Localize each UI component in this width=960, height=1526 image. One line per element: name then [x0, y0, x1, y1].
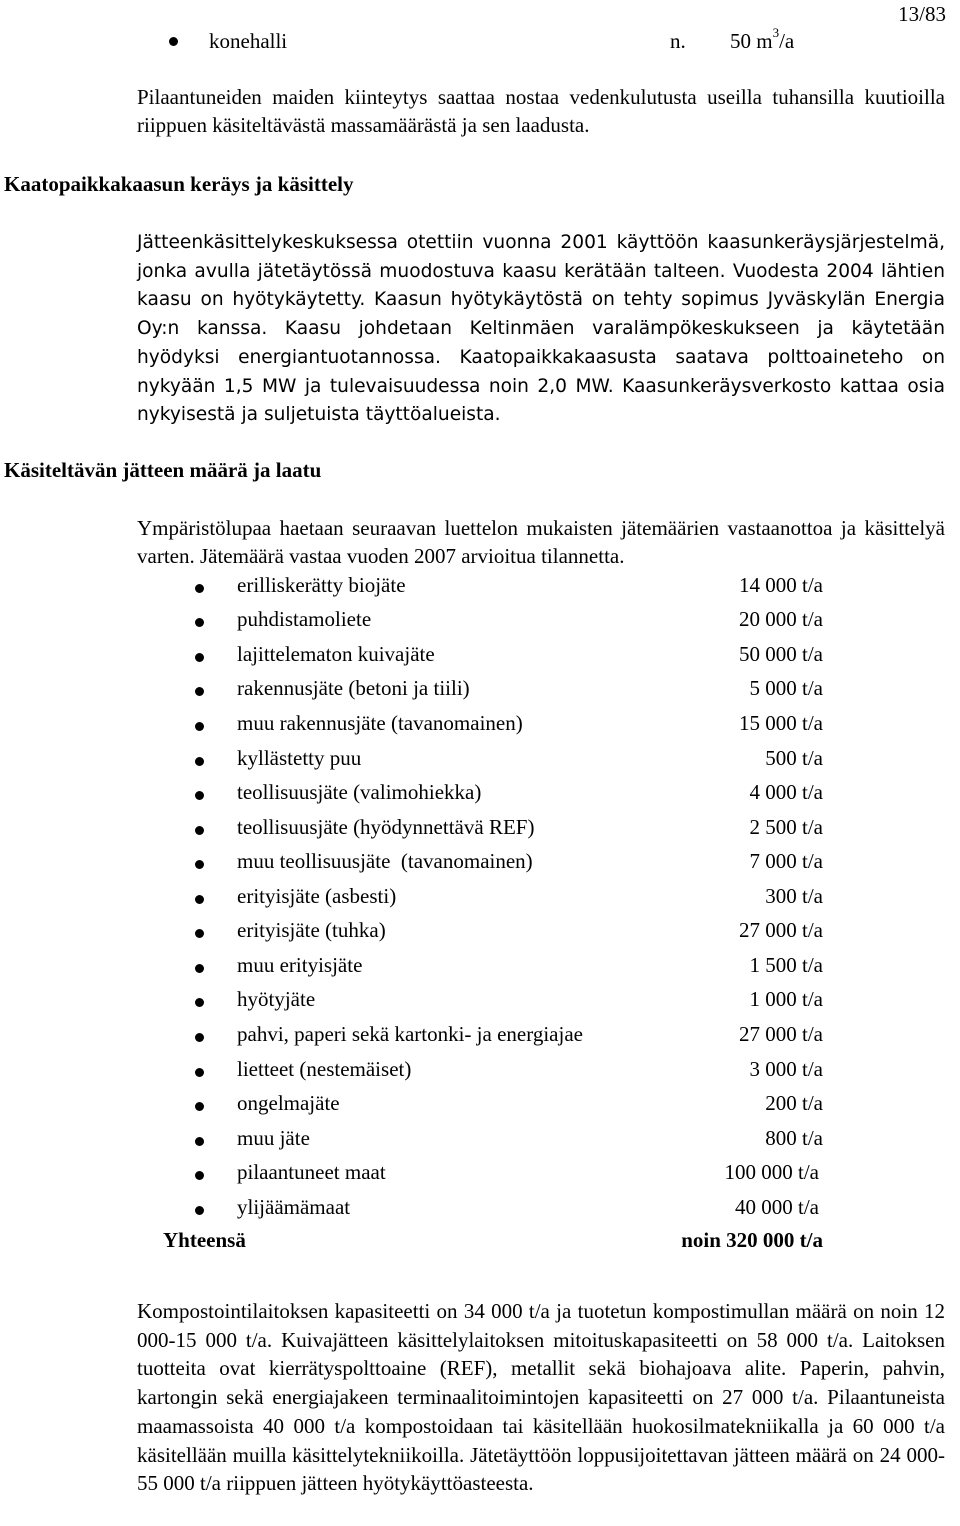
bullet-icon	[169, 37, 178, 46]
waste-amount: 40 000 t/a	[735, 1195, 819, 1219]
list-item	[0, 987, 960, 1017]
list-item	[0, 884, 960, 914]
waste-type: muu erityisjäte	[237, 953, 363, 977]
bullet-icon	[195, 1102, 204, 1111]
list-item	[0, 1195, 960, 1225]
bullet-icon	[195, 1137, 204, 1146]
list-item	[0, 607, 960, 637]
list-item	[0, 849, 960, 879]
list-item	[0, 918, 960, 948]
waste-type: erityisjäte (asbesti)	[237, 884, 397, 908]
list-item	[0, 780, 960, 810]
waste-type: pahvi, paperi sekä kartonki- ja energiajae	[237, 1022, 583, 1046]
list-item	[0, 642, 960, 672]
top-item-number: 50 m	[730, 29, 773, 53]
total-value: noin 320 000 t/a	[681, 1228, 823, 1252]
bullet-icon	[195, 757, 204, 766]
waste-type: ongelmajäte	[237, 1091, 340, 1115]
closing-paragraph: Kompostointilaitoksen kapasiteetti on 34 000 t/a ja tuotetun kompostimullan määrä on noin 12 000-15 000 t/a. Kuivajätteen käsittelylaitoksen mitoituskapasiteetti on 58 000 t/a. Laitoksen tuotteita ovat kierrätyspolttoaine (REF), metallit sekä biohajoava alite. Paperin, pahvin, kartongin sekä energiajakeen terminaalitoimintojen kapasiteetti on 27 000 t/a. Pilaantuneista maamassoista 40 000 t/a kompostoidaan tai käsitellään huokosilmatekniikalla ja 60 000 t/a käsitellään muilla käsittelytekniikoilla. Jätetäyttöön loppusijoitettavan jätteen määrä on 24 000-55 000 t/a riippuen jätteen hyötykäyttöasteesta.	[137, 1299, 945, 1496]
list-item	[0, 1126, 960, 1156]
bullet-icon	[195, 998, 204, 1007]
waste-amount: 14 000 t/a	[739, 573, 823, 597]
waste-amount: 20 000 t/a	[739, 607, 823, 631]
waste-type: hyötyjäte	[237, 987, 316, 1011]
list-item	[0, 711, 960, 741]
waste-amount: 3 000 t/a	[749, 1057, 823, 1081]
bullet-icon	[195, 722, 204, 731]
section1-heading: Kaatopaikkakaasun keräys ja käsittely	[4, 172, 354, 196]
total-label: Yhteensä	[163, 1228, 246, 1252]
waste-amount: 27 000 t/a	[739, 918, 823, 942]
waste-amount: 800 t/a	[765, 1126, 823, 1150]
waste-type: erityisjäte (tuhka)	[237, 918, 386, 942]
waste-amount: 50 000 t/a	[739, 642, 823, 666]
waste-amount: 4 000 t/a	[749, 780, 823, 804]
bullet-icon	[195, 653, 204, 662]
waste-type: kyllästetty puu	[237, 746, 362, 770]
list-item	[0, 815, 960, 845]
waste-amount: 500 t/a	[765, 746, 823, 770]
waste-type: muu rakennusjäte (tavanomainen)	[237, 711, 523, 735]
page-number: 13/83	[898, 2, 946, 26]
waste-type: muu teollisuusjäte (tavanomainen)	[237, 849, 533, 873]
waste-amount: 15 000 t/a	[739, 711, 823, 735]
waste-amount: 200 t/a	[765, 1091, 823, 1115]
waste-type: pilaantuneet maat	[237, 1160, 386, 1184]
section2-heading: Käsiteltävän jätteen määrä ja laatu	[4, 458, 322, 482]
waste-amount: 7 000 t/a	[749, 849, 823, 873]
waste-type: muu jäte	[237, 1126, 310, 1150]
list-item	[0, 1057, 960, 1087]
waste-type: erilliskerätty biojäte	[237, 573, 406, 597]
top-item-suffix: /a	[779, 29, 795, 53]
top-item-prefix: n.	[670, 29, 686, 53]
section2-paragraph: Ympäristölupaa haetaan seuraavan luettelon mukaisten jätemäärien vastaanottoa ja käsittelyä varten. Jätemäärä vastaa vuoden 2007 arvioitua tilannetta.	[137, 516, 945, 568]
list-item	[0, 573, 960, 603]
section1-paragraph: Jätteenkäsittelykeskuksessa otettiin vuonna 2001 käyttöön kaasunkeräysjärjestelmä, jonka avulla jätetäytössä muodostuva kaasu kerätään talteen. Vuodesta 2004 lähtien kaasu on hyötykäytetty. Kaasun hyötykäytöstä on tehty sopimus Jyväskylän Energia Oy:n kanssa. Kaasu johdetaan Keltinmäen varalämpökeskukseen ja käytetään hyödyksi energiantuotannossa. Kaatopaikkakaasusta saatava polttoaineteho on nykyään 1,5 MW ja tulevaisuudessa noin 2,0 MW. Kaasunkeräysverkosto kattaa osia nykyisestä ja suljetuista täyttöalueista.	[137, 232, 945, 426]
waste-amount: 100 000 t/a	[724, 1160, 819, 1184]
waste-type: lajittelematon kuivajäte	[237, 642, 435, 666]
bullet-icon	[195, 1033, 204, 1042]
list-item	[0, 953, 960, 983]
waste-type: teollisuusjäte (hyödynnettävä REF)	[237, 815, 535, 839]
waste-type: lietteet (nestemäiset)	[237, 1057, 412, 1081]
waste-amount: 300 t/a	[765, 884, 823, 908]
bullet-icon	[195, 687, 204, 696]
list-item	[0, 1022, 960, 1052]
list-item	[0, 1091, 960, 1121]
waste-type: teollisuusjäte (valimohiekka)	[237, 780, 482, 804]
bullet-icon	[195, 860, 204, 869]
waste-type: puhdistamoliete	[237, 607, 372, 631]
intro-paragraph: Pilaantuneiden maiden kiinteytys saattaa nostaa vedenkulutusta useilla tuhansilla kuutioilla riippuen käsiteltävästä massamäärästä ja sen laadusta.	[137, 85, 945, 137]
bullet-icon	[195, 584, 204, 593]
bullet-icon	[195, 826, 204, 835]
waste-type: ylijäämämaat	[237, 1195, 351, 1219]
waste-amount: 27 000 t/a	[739, 1022, 823, 1046]
bullet-icon	[195, 791, 204, 800]
bullet-icon	[195, 895, 204, 904]
list-item	[0, 746, 960, 776]
waste-amount: 1 500 t/a	[749, 953, 823, 977]
list-item	[0, 676, 960, 706]
waste-amount: 5 000 t/a	[749, 676, 823, 700]
waste-amount: 1 000 t/a	[749, 987, 823, 1011]
bullet-icon	[195, 618, 204, 627]
waste-amount: 2 500 t/a	[749, 815, 823, 839]
top-item-label: konehalli	[209, 29, 288, 53]
bullet-icon	[195, 929, 204, 938]
top-item-sup: 3	[772, 25, 780, 40]
list-item	[0, 1160, 960, 1190]
top-item-value	[730, 25, 795, 54]
bullet-icon	[195, 964, 204, 973]
bullet-icon	[195, 1171, 204, 1180]
waste-type: rakennusjäte (betoni ja tiili)	[237, 676, 470, 700]
bullet-icon	[195, 1206, 204, 1215]
bullet-icon	[195, 1068, 204, 1077]
